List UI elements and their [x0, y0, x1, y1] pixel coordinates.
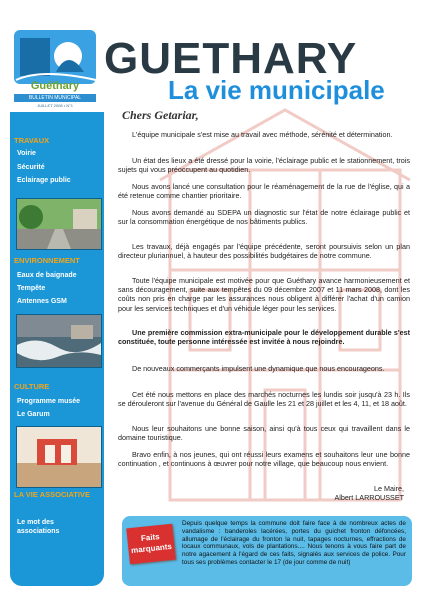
- logo-issue: JUILLET 2008 • N°1: [37, 103, 73, 108]
- paragraph: Bravo enfin, à nos jeunes, qui ont réussi leurs examens et souhaitons leur une bonne continuation , et continuons à œuvrer pour notre village, que beaucoup nous envient.: [118, 450, 410, 469]
- sidebar: [10, 112, 104, 586]
- faits-marquants-text: Depuis quelque temps la commune doit faire face à de nombreux actes de vandalisme : banderoles lacérées, portes du guichet fronton défoncées, allumage de l'éclairage du fronton la nuit, tapages nocturnes, effractions de locaux communaux, vols de plantations.... Nous tenons à vous faire part de notre agacement à l'égard de ces faits, signalés aux services de police. Pour tous ses problèmes contacter le 17 (de jour comme de nuit): [182, 520, 406, 566]
- paragraph: Cet été nous mettons en place des marchés nocturnes les lundis soir jusqu'à 23 h. Ils se dérouleront sur l'avenue du Général de Gaulle les 21 et 28 juillet et les 4, 11, et 18 août.: [118, 390, 410, 409]
- town-logo-icon: [12, 28, 98, 88]
- paragraph: L'équipe municipale s'est mise au travail avec méthode, sérénité et détermination.: [132, 130, 393, 139]
- sidebar-item-tempete[interactable]: Tempête: [17, 285, 46, 292]
- page-subtitle: La vie municipale: [168, 75, 385, 105]
- sidebar-item-baignade[interactable]: Eaux de baignade: [17, 272, 77, 279]
- sidebar-item-musee[interactable]: Programme musée: [17, 398, 81, 405]
- logo-town-name: Guéthary: [30, 80, 80, 92]
- paragraph: Nous leur souhaitons une bonne saison, ainsi qu'à tous ceux qui travaillent dans le domaine touristique.: [118, 424, 410, 443]
- faits-marquants-box: [122, 516, 412, 586]
- sidebar-item-voirie[interactable]: Voirie: [17, 150, 36, 157]
- paragraph-highlight: Une première commission extra-municipale pour le développement durable s'est constituée, toute personne intéressée est invitée à nous rejoindre.: [118, 328, 410, 347]
- museum-photo: [16, 426, 102, 488]
- sidebar-item-antennes[interactable]: Antennes GSM: [17, 298, 67, 305]
- logo: [12, 28, 98, 110]
- paragraph: Nous avons lancé une consultation pour le réaménagement de la rue de l'église, qui a été retenue comme chantier prioritaire.: [118, 182, 410, 201]
- sidebar-heading-travaux: TRAVAUX: [14, 136, 50, 145]
- paragraph: Toute l'équipe municipale est motivée pour que Guéthary avance harmonieusement et sans découragement, suite aux tempêtes du 09 décembre 2007 et 11 mars 2008, dont les coûts non pris en charge par les assurances nous obligent à différer l'achat d'un camion pour les services techniques et d'un véhicule léger pour les services.: [118, 276, 410, 313]
- logo-subtitle: BULLETIN MUNICIPAL: [14, 94, 96, 102]
- sidebar-item-eclairage[interactable]: Eclairage public: [17, 177, 71, 184]
- page-title: GUETHARY: [104, 34, 358, 83]
- paragraph: Les travaux, déjà engagés par l'équipe précédente, seront poursuivis selon un plan directeur pluriannuel, à hauteur des possibilités budgétaires de notre commune.: [118, 242, 410, 261]
- storm-photo: [16, 314, 102, 368]
- paragraph: Un état des lieux a été dressé pour la voirie, l'éclairage public et le stationnement, trois sujets qui vous préoccupent au quotidien.: [118, 156, 410, 175]
- paragraph: Nous avons demandé au SDEPA un diagnostic sur l'état de notre éclairage public et sur la consommation énergétique de nos bâtiments publics.: [118, 208, 410, 227]
- sidebar-heading-environnement: ENVIRONNEMENT: [14, 256, 80, 265]
- faits-marquants-label: Faits marquants: [126, 524, 176, 565]
- greeting: Chers Getariar,: [122, 108, 199, 122]
- signature-name: Albert LARROUSSET: [334, 493, 404, 502]
- sidebar-heading-culture: CULTURE: [14, 382, 50, 391]
- sidebar-item-associations[interactable]: Le mot des associations: [17, 519, 60, 535]
- sidebar-item-securite[interactable]: Sécurité: [17, 164, 45, 171]
- signature-role: Le Maire,: [374, 484, 404, 493]
- letter: [110, 100, 414, 500]
- sidebar-heading-vie-associative: LA VIE ASSOCIATIVE: [14, 490, 90, 499]
- road-photo: [16, 198, 102, 250]
- sidebar-item-garum[interactable]: Le Garum: [17, 411, 50, 418]
- paragraph: De nouveaux commerçants impulsent une dynamique que nous encourageons.: [132, 364, 385, 373]
